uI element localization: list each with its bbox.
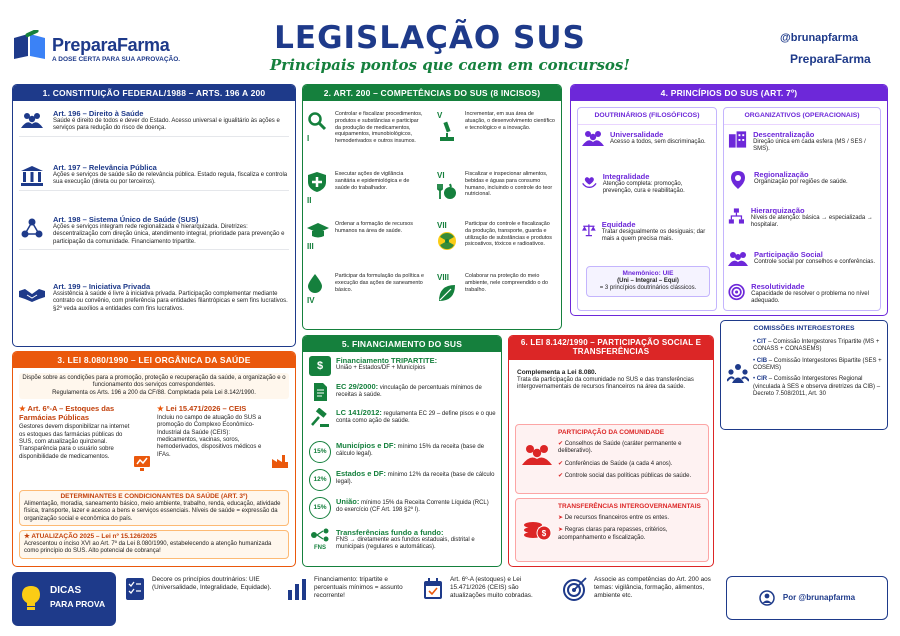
item-title: Art. 198 – Sistema Único de Saúde (SUS) — [53, 215, 199, 224]
factory-icon — [271, 451, 289, 469]
percent-badge: 12% — [309, 469, 331, 491]
list-item: ➤ De recursos financeiros entre os entes. — [558, 515, 670, 521]
page-title: LEGISLAÇÃO SUS — [274, 20, 586, 56]
item-title: CIR — [756, 376, 768, 383]
star-icon: ★ — [157, 404, 166, 413]
item-number: V — [437, 111, 443, 120]
water-drop-icon — [307, 273, 323, 293]
list-item: • CIT – Comissão Intergestores Tripartite (MS + CONASS + CONASEMS) — [753, 339, 880, 353]
list-item — [582, 220, 712, 244]
fns-label: FNS — [314, 545, 326, 552]
section-lei-8142 — [508, 335, 714, 567]
mnemonic-note: = 3 princípios doutrinários clássicos. — [599, 285, 697, 292]
participacao-box — [515, 424, 709, 494]
item-desc: Ordenar a formação de recursos humanos na área de saúde. — [335, 221, 413, 234]
item-title: Equidade — [601, 220, 636, 229]
item-desc: Colaborar na proteção do meio ambiente, nele compreendido o do trabalho. — [465, 273, 549, 293]
item-title: Financiamento TRIPARTITE: — [336, 356, 438, 365]
star-icon: ★ — [24, 533, 32, 540]
list-item — [309, 408, 497, 428]
logo — [12, 27, 212, 71]
arrow-icon: ➤ — [558, 527, 565, 534]
tip-text: Financiamento: tripartite e percentuais mínimos = assunto recorrente! — [314, 576, 403, 599]
determinantes-box — [19, 490, 289, 526]
item-desc: Saúde é direito de todos e dever do Estado. Acesso universal e igualitário às ações e serviços para redução do risco de doença. — [53, 118, 280, 132]
building-icon — [21, 166, 43, 186]
list-item — [437, 171, 555, 204]
list-item — [309, 382, 497, 402]
logo-name: PreparaFarma — [52, 35, 170, 55]
hierarchy-icon — [728, 206, 745, 226]
group-icon — [728, 250, 748, 268]
item-title: Estados e DF: — [336, 469, 387, 478]
item-desc: Participar do controle e fiscalização da produção, transporte, guarda e utilização de substâncias e produtos psicoativos, tóxicos e radioativos. — [465, 221, 552, 248]
section-title: 3. LEI 8.080/1990 – LEI ORGÂNICA DA SAÚDE — [13, 352, 295, 368]
item-desc: Níveis de atenção: básica → especializada → hospitalar. — [750, 215, 873, 229]
heart-hands-icon — [582, 172, 597, 192]
item-title: CIB — [756, 357, 768, 364]
section-title: 6. LEI 8.142/1990 – PARTICIPAÇÃO SOCIAL E TRANSFERÊNCIAS — [509, 336, 713, 360]
item-desc: Participar da formulação da política e execução das ações de saneamento básico. — [335, 273, 424, 293]
list-item — [309, 528, 497, 553]
percent-badge: 15% — [309, 441, 331, 463]
star-icon: ★ — [19, 404, 28, 413]
tip-item — [422, 576, 552, 602]
transfer-icon — [310, 528, 330, 542]
community-icon — [522, 443, 552, 467]
social-handle: @brunapfarma — [780, 32, 858, 44]
section-title: 4. PRINCÍPIOS DO SUS (ART. 7º) — [571, 85, 887, 101]
bullet-list — [558, 441, 706, 480]
item-desc: Atenção completa: promoção, prevenção, cura e reabilitação. — [602, 181, 685, 195]
item-desc: FNS → diretamente aos fundos estaduais, distrital e municipais (regulares e automáticas). — [336, 537, 475, 551]
list-item — [728, 206, 878, 230]
list-item — [19, 282, 289, 316]
list-item — [582, 172, 712, 196]
item-desc: Capacidade de resolver o problema no nível adequado. — [751, 291, 869, 305]
arrow-icon: ➤ — [558, 515, 565, 521]
leaf-icon — [437, 283, 457, 303]
box-title: DETERMINANTES E CONDICIONANTES DA SAÚDE (ART. 3º) — [60, 493, 248, 500]
column-title: ORGANIZATIVOS (OPERACIONAIS) — [724, 108, 880, 125]
list — [753, 339, 885, 398]
item-title: Art. 197 – Relevância Pública — [53, 163, 157, 172]
intro-title: Complementa a Lei 8.080. — [517, 369, 597, 376]
list-item — [309, 497, 497, 519]
list-item: • CIB – Comissão Intergestores Bipartite (SES + COSEMS) — [753, 357, 882, 371]
column-title: DOUTRINÁRIOS (FILOSÓFICOS) — [578, 108, 716, 125]
people-icon — [21, 112, 43, 130]
user-icon — [759, 590, 775, 606]
tip-text: Art. 6º-A (estoques) e Lei 15.471/2026 (CEIS) são atualizações muito cobradas. — [450, 576, 533, 599]
item-title: Art. 196 – Direito à Saúde — [53, 109, 144, 118]
magnifier-icon — [307, 111, 327, 131]
money-icon: $ — [309, 356, 331, 376]
people-icon — [582, 130, 604, 148]
box-title: PARTICIPAÇÃO DA COMUNIDADE — [558, 429, 665, 436]
check-icon: ✔ — [558, 472, 565, 479]
microscope-icon — [437, 121, 457, 141]
item-desc: Organização por regiões de saúde. — [754, 179, 848, 186]
list-item — [19, 215, 289, 250]
item-desc: Assistência à saúde é livre à iniciativa privada. Participação complementar mediante contrato ou convênio, com preferência para entidades filantrópicas e sem fins lucrativos. §2º veda auxílios a entidades com fins lucrativos. — [53, 291, 288, 312]
target-icon — [728, 282, 745, 302]
list-item: ➤ Regras claras para repasses, critérios, acompanhamento e fiscalização. — [558, 527, 668, 541]
section-constituicao — [12, 84, 296, 347]
item-title: Participação Social — [754, 250, 823, 259]
list-item — [307, 273, 425, 306]
monitor-chart-icon — [133, 454, 151, 472]
item-title: EC 29/2000: — [336, 382, 379, 391]
percent-badge: 15% — [309, 497, 331, 519]
svg-text:$: $ — [541, 529, 547, 538]
list-item — [437, 221, 555, 254]
graduation-cap-icon — [307, 221, 329, 239]
item-number: IV — [307, 296, 315, 306]
item-desc: Fiscalizar e inspecionar alimentos, bebidas e águas para consumo humano, incluindo o controle do teor nutricional. — [465, 171, 553, 198]
list-item — [437, 111, 555, 144]
item-number: I — [307, 134, 310, 144]
lightbulb-icon — [20, 584, 42, 612]
intro-text: Dispõe sobre as condições para a promoção, proteção e recuperação da saúde, a organização e o funcionamento dos serviços correspondentes. — [22, 375, 286, 389]
tip-text: Associe as competências do Art. 200 aos temas: vigilância, formação, alimentos, ambiente etc. — [594, 576, 711, 599]
item-title: CIT — [756, 339, 767, 345]
item-desc: União + Estados/DF + Municípios — [336, 365, 426, 372]
list-item — [19, 109, 289, 137]
calendar-icon — [422, 576, 444, 602]
item-number: II — [307, 196, 312, 206]
target-icon — [562, 576, 588, 602]
item-title: Regionalização — [754, 170, 809, 179]
dicas-badge — [12, 572, 116, 626]
list-item: • CIR – Comissão Intergestores Regional (vinculada à SES e observa diretrizes da CIB) – Decreto 7.508/2011, Art. 30 — [753, 376, 881, 397]
item-title: ★ Lei 15.471/2026 – CEIS — [157, 404, 247, 413]
lei15471-box — [157, 404, 289, 469]
gavel-icon — [309, 408, 331, 428]
page-subtitle: Principais pontos que caem em concursos! — [270, 56, 630, 74]
item-title: Integralidade — [602, 172, 650, 181]
author-label: Por @brunapfarma — [782, 593, 856, 603]
item-desc: Executar ações de vigilância sanitária e epidemiológica e de saúde do trabalhador. — [335, 171, 410, 191]
scales-icon — [582, 220, 596, 240]
handshake-icon — [19, 285, 45, 303]
box-desc: Alimentação, moradia, saneamento básico, meio ambiente, trabalho, renda, educação, atividade física, transporte, lazer e acesso a bens e serviços essenciais. Níveis de saúde = expressão da organização social e econômica do país. — [24, 500, 281, 522]
section-financiamento — [302, 335, 502, 567]
item-desc: Tratar desigualmente os desiguais; dar mais a quem precisa mais. — [601, 229, 706, 243]
network-icon — [21, 218, 43, 238]
dicas-label: DICAS — [50, 585, 82, 596]
section-title: 5. FINANCIAMENTO DO SUS — [303, 336, 501, 352]
organizativos-box — [723, 107, 881, 311]
intro-box — [517, 369, 707, 392]
art6a-box — [19, 404, 151, 472]
item-number: III — [307, 242, 314, 252]
author-badge — [726, 576, 888, 620]
food-icon — [437, 181, 457, 201]
list-item — [307, 171, 425, 206]
bar-chart-icon — [286, 576, 308, 602]
section-principios — [570, 84, 888, 316]
list-item — [309, 469, 497, 491]
section-lei-8080 — [12, 351, 296, 567]
item-desc: Ações e serviços integram rede regionalizada e hierarquizada. Diretrizes: descentralização com direção única, atendimento integral, prioridade para prevenção e participação da comunidade. Financiamento tripartite. — [53, 224, 285, 245]
tip-item — [124, 576, 272, 602]
map-pin-icon — [728, 170, 748, 190]
item-desc: Incluiu no campo de atuação do SUS a promoção do Complexo Econômico-Industrial da Saúde (CEIS): medicamentos, vacinas, soros, hemoderivados, dispositivos médicos e IFAs. — [157, 415, 262, 458]
section-title: 1. CONSTITUIÇÃO FEDERAL/1988 – ARTS. 196 A 200 — [13, 85, 295, 101]
atualizacao-box — [19, 530, 289, 559]
item-title: União: — [336, 497, 360, 506]
fns-block — [309, 528, 331, 553]
list-item: ✔ Conferências de Saúde (a cada 4 anos). — [558, 460, 673, 467]
tip-text: Decore os princípios doutrinários: UIE (Universalidade, Integralidade, Equidade). — [152, 576, 272, 591]
item-desc: Acesso a todos, sem discriminação. — [610, 139, 706, 146]
list-item: ✔ Controle social das políticas públicas de saúde. — [558, 472, 692, 479]
item-title: LC 141/2012: — [336, 408, 382, 417]
item-title: Descentralização — [753, 130, 815, 139]
list-item: ✔ Conselhos de Saúde (caráter permanente e deliberativo). — [558, 441, 682, 455]
item-desc: vinculação de percentuais mínimos de receitas à saúde. — [336, 385, 482, 399]
list-item — [307, 111, 425, 145]
tip-item — [286, 576, 412, 602]
footer-bar — [12, 572, 888, 628]
item-number: VIII — [437, 273, 450, 282]
item-desc: regulamenta EC 29 – define pisos e o que conta como ação de saúde. — [336, 411, 496, 425]
item-desc: Incrementar, em sua área de atuação, o desenvolvimento científico e tecnológico e a inovação. — [465, 111, 555, 131]
item-title: Universalidade — [610, 130, 664, 139]
list-item — [307, 221, 425, 252]
item-title: Hierarquização — [750, 206, 805, 215]
bullet-list — [558, 515, 706, 542]
book-icon — [12, 30, 48, 60]
item-desc: Ações e serviços de saúde são de relevância pública. Estado regula, fiscaliza e controla sua execução (direta ou por terceiros). — [53, 172, 288, 186]
section-title: COMISSÕES INTERGESTORES — [753, 325, 855, 332]
transferencias-box — [515, 498, 709, 562]
document-icon — [309, 382, 331, 402]
list-item — [728, 282, 878, 306]
intro-note: Regulamenta os Arts. 196 a 200 da CF/88. Completada pela Lei 8.142/1990. — [52, 389, 256, 396]
item-desc: Controle social por conselhos e conferências. — [754, 259, 876, 266]
tip-item — [562, 576, 712, 602]
item-desc: Controlar e fiscalizar procedimentos, produtos e substâncias e participar da produção de medicamentos, equipamentos, imunobiológicos, hemoderivados e outros insumos. — [335, 111, 423, 144]
item-desc: Gestores devem disponibilizar na internet os estoques das farmácias públicas do SUS, com atualização quinzenal. Transparência para o usuário sobre disponibilidade de medicamentos. — [19, 424, 130, 460]
dicas-sublabel: PARA PROVA — [50, 599, 106, 609]
coins-icon — [522, 513, 552, 543]
list-item — [728, 250, 878, 268]
section-competencias — [302, 84, 562, 330]
mnemonic-title: Mnemônico: UIE — [622, 270, 674, 277]
list-item — [728, 130, 878, 154]
list-item — [437, 273, 555, 306]
item-desc: mínimo 15% da Receita Corrente Líquida (RCL) do exercício (CF Art. 198 §2º I). — [336, 500, 489, 514]
intro-box — [19, 373, 289, 399]
list-item — [728, 170, 878, 190]
item-number: VII — [437, 221, 447, 230]
buildings-icon — [728, 130, 747, 148]
doutrinarios-box — [577, 107, 717, 311]
box-title: TRANSFERÊNCIAS INTERGOVERNAMENTAIS — [558, 503, 701, 510]
section-title: 2. ART. 200 – COMPETÊNCIAS DO SUS (8 INCISOS) — [303, 85, 561, 101]
box-title: ★ ATUALIZAÇÃO 2025 – Lei nº 15.126/2025 — [24, 533, 157, 540]
item-title: ★ Art. 6º-A – Estoques das Farmácias Públicas — [19, 404, 115, 423]
item-title: Art. 199 – Iniciativa Privada — [53, 282, 151, 291]
list-item — [582, 130, 712, 148]
item-desc: Direção única em cada esfera (MS / SES / SMS). — [753, 139, 866, 153]
item-number: VI — [437, 171, 445, 180]
logo-tagline: A DOSE CERTA PARA SUA APROVAÇÃO. — [52, 56, 181, 63]
list-item — [19, 163, 289, 191]
item-title: Transferências fundo a fundo: — [336, 528, 444, 537]
list-item — [309, 441, 497, 463]
mnemonic-expansion: (Uni – Integral – Equi) — [617, 277, 679, 284]
check-icon: ✔ — [558, 460, 565, 467]
item-desc: mínimo 15% da receita (base de cálculo legal). — [336, 444, 485, 458]
mnemonic-box — [586, 266, 710, 297]
people-meeting-icon — [727, 363, 749, 383]
radioactive-icon — [437, 231, 457, 251]
list-item — [309, 356, 497, 376]
brand-name: PreparaFarma — [790, 52, 871, 66]
item-title: Municípios e DF: — [336, 441, 396, 450]
box-desc: Acrescentou o inciso XVI ao Art. 7º da Lei 8.080/1990, estabelecendo a atenção humanizada como princípio do SUS. Alto potencial de cobrança! — [24, 540, 272, 555]
item-title: Resolutividade — [751, 282, 805, 291]
section-comissoes — [720, 320, 888, 430]
intro-desc: Trata da participação da comunidade no SUS e das transferências intergovernamentais de recursos financeiros na área da saúde. — [517, 376, 694, 391]
item-desc: mínimo 12% da receita (base de cálculo legal). — [336, 472, 495, 486]
shield-icon — [307, 171, 327, 193]
check-icon: ✔ — [558, 441, 565, 447]
checklist-icon — [124, 576, 146, 602]
